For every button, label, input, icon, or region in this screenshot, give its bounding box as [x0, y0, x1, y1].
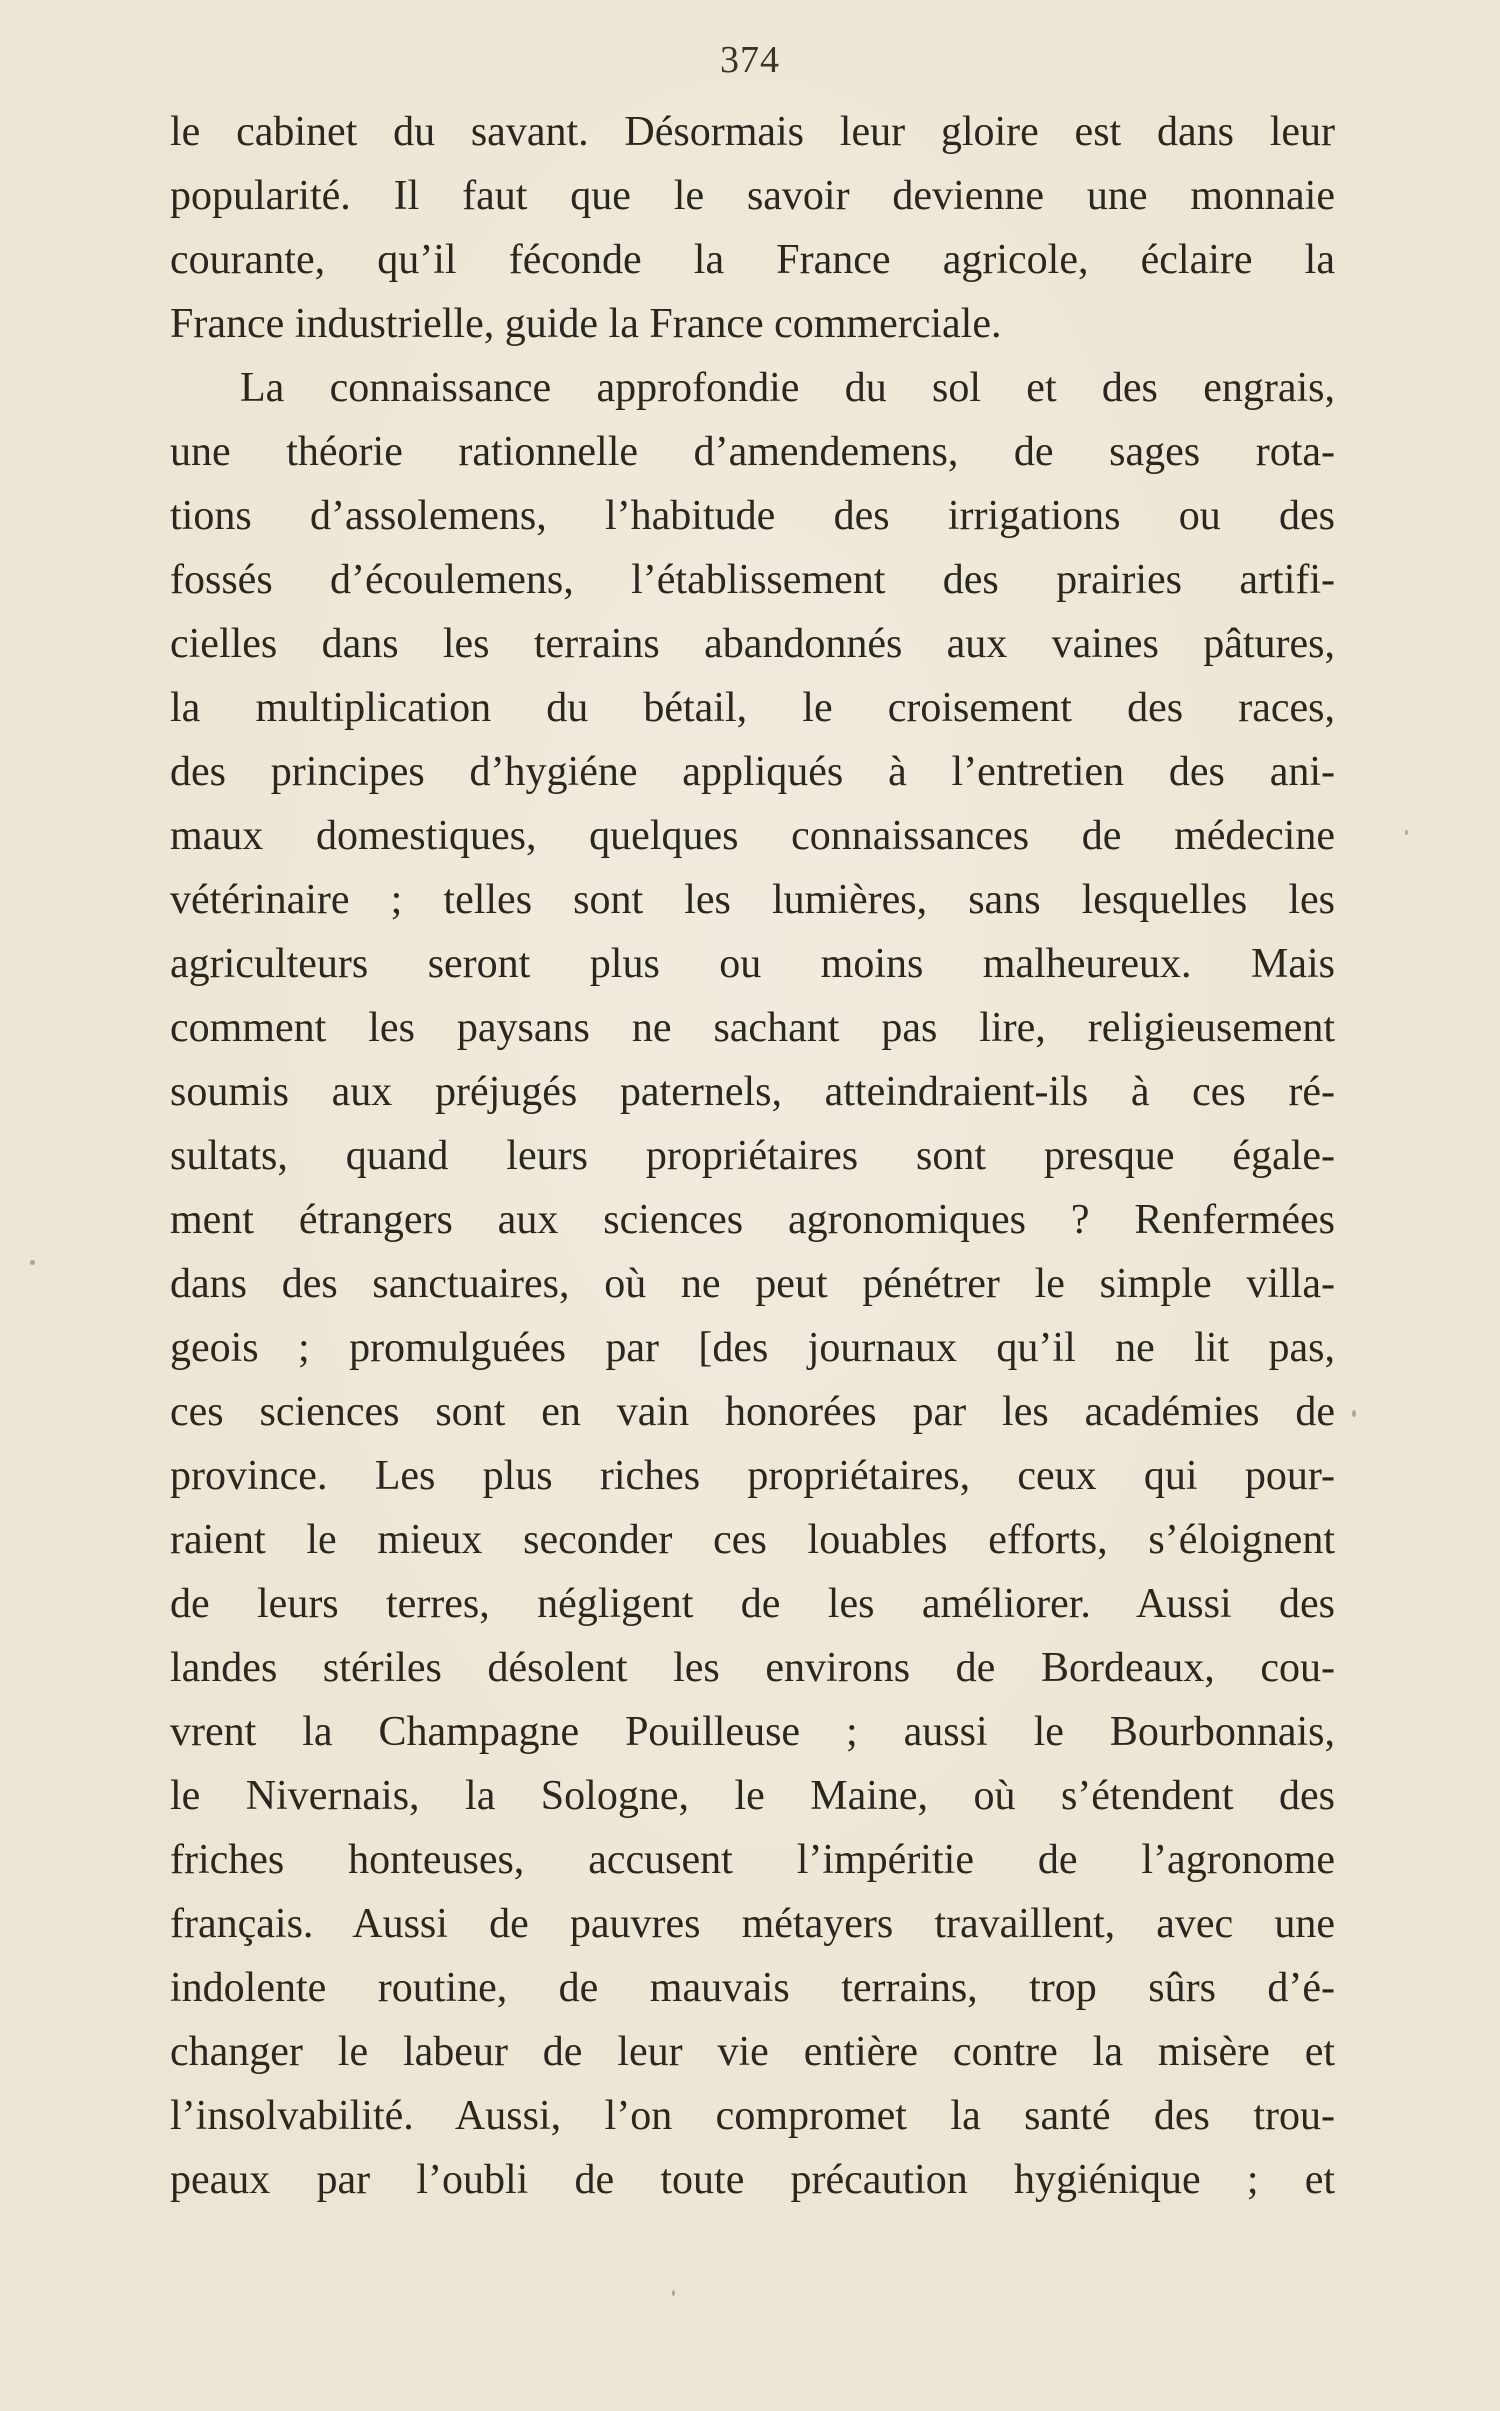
text-line: La connaissance approfondie du sol et des engrais,: [240, 365, 1335, 411]
text-line: comment les paysans ne sachant pas lire, religieusement: [170, 1005, 1335, 1051]
page-number: 374: [720, 39, 780, 81]
text-line: cielles dans les terrains abandonnés aux vaines pâtures,: [170, 621, 1335, 667]
text-line: des principes d’hygiéne appliqués à l’entretien des ani-: [170, 749, 1335, 795]
text-line: agriculteurs seront plus ou moins malheureux. Mais: [170, 941, 1335, 987]
text-line: français. Aussi de pauvres métayers travaillent, avec une: [170, 1901, 1335, 1947]
paper-speck: [1352, 1410, 1356, 1417]
text-line: vrent la Champagne Pouilleuse ; aussi le Bourbonnais,: [170, 1709, 1335, 1755]
text-line: dans des sanctuaires, où ne peut pénétrer le simple villa-: [170, 1261, 1335, 1307]
paper-speck: [672, 2290, 675, 2296]
text-line: maux domestiques, quelques connaissances de médecine: [170, 813, 1335, 859]
text-line: landes stériles désolent les environs de Bordeaux, cou-: [170, 1645, 1335, 1691]
text-line: peaux par l’oubli de toute précaution hygiénique ; et: [170, 2157, 1335, 2203]
paragraph: [170, 356, 1335, 2212]
text-line: France industrielle, guide la France commerciale.: [170, 301, 1002, 347]
text-line: raient le mieux seconder ces louables efforts, s’éloignent: [170, 1517, 1335, 1563]
text-line: indolente routine, de mauvais terrains, trop sûrs d’é-: [170, 1965, 1335, 2011]
text-line: sultats, quand leurs propriétaires sont presque égale-: [170, 1133, 1335, 1179]
text-line: ment étrangers aux sciences agronomiques ? Renfermées: [170, 1197, 1335, 1243]
text-line: le Nivernais, la Sologne, le Maine, où s’étendent des: [170, 1773, 1335, 1819]
text-line: geois ; promulguées par [des journaux qu’il ne lit pas,: [170, 1325, 1335, 1371]
text-line: province. Les plus riches propriétaires, ceux qui pour-: [170, 1453, 1335, 1499]
paragraph: [170, 100, 1335, 356]
text-line: l’insolvabilité. Aussi, l’on compromet la santé des trou-: [170, 2093, 1335, 2139]
text-line: soumis aux préjugés paternels, atteindraient-ils à ces ré-: [170, 1069, 1335, 1115]
text-line: de leurs terres, négligent de les améliorer. Aussi des: [170, 1581, 1335, 1627]
text-line: courante, qu’il féconde la France agricole, éclaire la: [170, 237, 1335, 283]
text-line: changer le labeur de leur vie entière contre la misère et: [170, 2029, 1335, 2075]
text-line: fossés d’écoulemens, l’établissement des prairies artifi-: [170, 557, 1335, 603]
text-line: ces sciences sont en vain honorées par les académies de: [170, 1389, 1335, 1435]
text-line: popularité. Il faut que le savoir devienne une monnaie: [170, 173, 1335, 219]
text-line: friches honteuses, accusent l’impéritie de l’agronome: [170, 1837, 1335, 1883]
text-line: vétérinaire ; telles sont les lumières, sans lesquelles les: [170, 877, 1335, 923]
text-line: une théorie rationnelle d’amendemens, de sages rota-: [170, 429, 1335, 475]
text-line: la multiplication du bétail, le croisement des races,: [170, 685, 1335, 731]
paper-speck: [1405, 830, 1408, 835]
text-line: tions d’assolemens, l’habitude des irrigations ou des: [170, 493, 1335, 539]
body-text: [170, 100, 1335, 2212]
paper-speck: [30, 1260, 35, 1265]
text-line: le cabinet du savant. Désormais leur gloire est dans leur: [170, 109, 1335, 155]
